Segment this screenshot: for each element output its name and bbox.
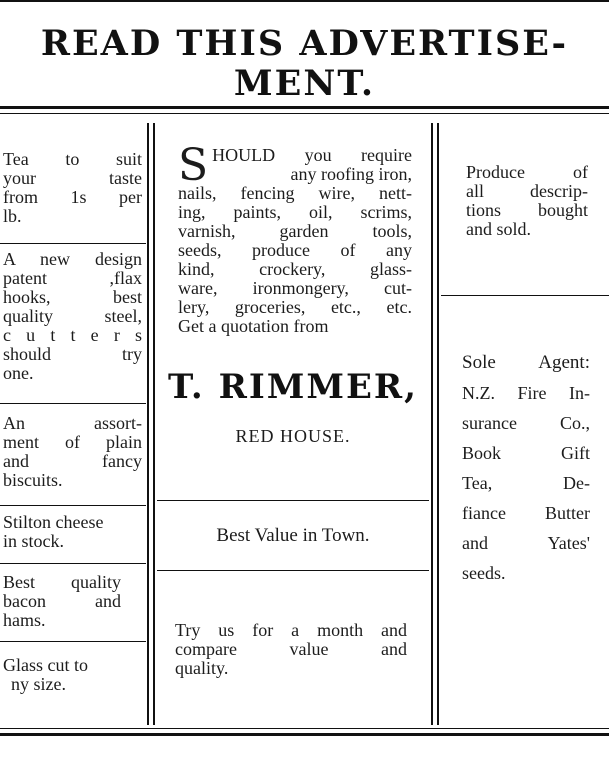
merchant-house: RED HOUSE. <box>235 426 351 446</box>
column-rule-right-b <box>437 123 439 725</box>
left-item-flax-hooks: A new design patent ,flax hooks, best quality steel, c u t t e r s should try one. <box>3 249 142 383</box>
try-us-copy: Try us for a month and compare value and quality. <box>175 620 407 678</box>
top-border-rule <box>0 0 609 2</box>
left-item-biscuits: An assort- ment of plain and fancy biscuits. <box>3 413 142 490</box>
left-item-bacon: Best quality bacon and hams. <box>3 572 121 630</box>
best-value-line: Best Value in Town. <box>216 525 370 546</box>
header-rule-thin <box>0 113 609 114</box>
left-item-glass: Glass cut to ny size. <box>3 655 88 694</box>
header-rule-thick <box>0 106 609 109</box>
column-rule-left-a <box>147 123 149 725</box>
right-sole-agent: Sole Agent: N.Z. Fire In- surance Co., Book Gift Tea, De- fiance Butter and Yates' seeds. <box>462 352 590 583</box>
left-divider-1 <box>0 243 146 244</box>
center-main-copy: S HOULD you require any roofing iron, nails, fencing wire, nett- ing, paints, oil, scrims, varnish, garden tools, seeds, produce of any kind, crockery, glass- ware, ironmongery, cut- lery, groceries, etc., etc. Get a quotation from <box>178 140 412 336</box>
center-divider-2 <box>157 570 429 571</box>
left-divider-2 <box>0 403 146 404</box>
right-produce: Produce of all descrip- tions bought and sold. <box>466 162 588 239</box>
center-divider-1 <box>157 500 429 501</box>
left-divider-3 <box>0 505 146 506</box>
headline-line-2: MENT. <box>233 63 376 104</box>
merchant-name: T. RIMMER, <box>167 367 419 407</box>
left-item-stilton: Stilton cheese in stock. <box>3 512 104 551</box>
column-rule-right-a <box>431 123 433 725</box>
column-rule-left-b <box>153 123 155 725</box>
left-divider-4 <box>0 563 146 564</box>
right-divider-1 <box>441 295 609 296</box>
bottom-rule-thin <box>0 728 609 729</box>
dropcap-letter: S <box>178 140 209 191</box>
left-divider-5 <box>0 641 146 642</box>
bottom-rule-thick <box>0 733 609 736</box>
headline-line-1: READ THIS ADVERTISE- <box>40 23 569 64</box>
left-item-tea: Tea to suit your taste from 1s per lb. <box>3 149 142 226</box>
